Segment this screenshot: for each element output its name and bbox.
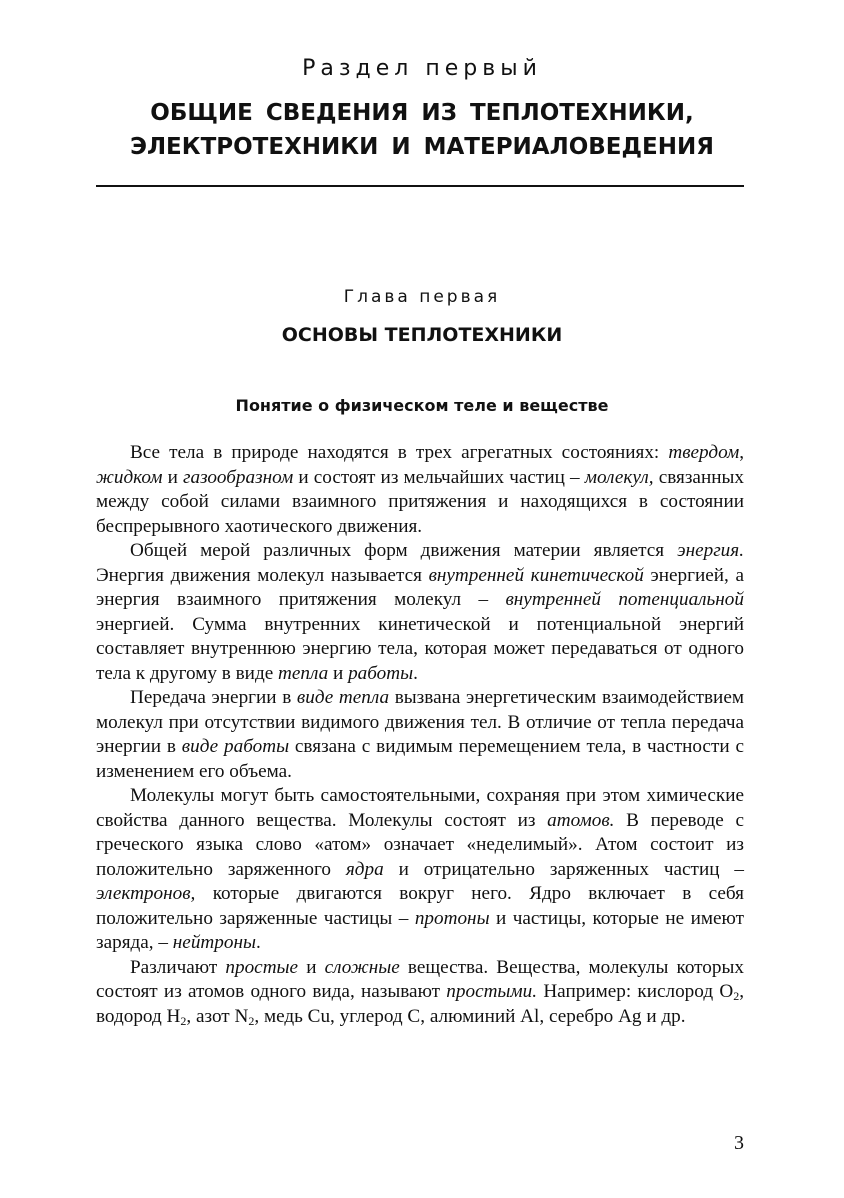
section-title xyxy=(0,96,844,164)
page-number: 3 xyxy=(734,1132,744,1154)
chapter-label: Глава первая xyxy=(343,287,501,307)
subsection-title: Понятие о физическом теле и веществе xyxy=(235,396,609,415)
section-title-line-2: ЭЛЕКТРОТЕХНИКИ И МАТЕРИАЛОВЕДЕНИЯ xyxy=(130,134,714,160)
section-label: Раздел первый xyxy=(302,56,542,81)
paragraph-4: Молекулы могут быть самостоятельными, сохраняя при этом химические свойства данного вещества. Молекулы состоят из атомов. В переводе с греческого языка слово «атом» означает «неделимый». Атом состоит из положительно заряженного ядра и отрицательно заряженных частиц – электронов, которые двигаются вокруг него. Ядро включает в себя положительно заряженные частицы – протоны и частицы, которые не имеют заряда, – нейтроны. xyxy=(96,785,744,953)
body-text xyxy=(96,441,744,1029)
section-title-line-1: ОБЩИЕ СВЕДЕНИЯ ИЗ ТЕПЛОТЕХНИКИ, xyxy=(150,100,694,126)
paragraph-3: Передача энергии в виде тепла вызвана энергетическим взаимодействием молекул при отсутствии видимого движения тел. В отличие от тепла передача энергии в виде работы связана с видимым перемещением тела, в частности с изменением его объема. xyxy=(96,687,744,782)
section-divider xyxy=(96,185,744,187)
paragraph-5: Различают простые и сложные вещества. Вещества, молекулы которых состоят из атомов одного вида, называют простыми. Например: кислород $O_2$, водород $H_2$, азот $N_2$, медь Cu, углерод C, алюминий Al, серебро Ag и др. xyxy=(96,956,744,1028)
paragraph-1: Все тела в природе находятся в трех агрегатных состояниях: твердом, жидком и газообразном и состоят из мельчайших частиц – молекул, связанных между собой силами взаимного притяжения и находящихся в состоянии беспрерывного хаотического движения. xyxy=(96,442,744,537)
paragraph-2: Общей мерой различных форм движения материи является энергия. Энергия движения молекул называется внутренней кинетической энергией, а энергия взаимного притяжения молекул – внутренней потенциальной энергией. Сумма внутренних кинетической и потенциальной энергий составляет внутреннюю энергию тела, которая может передаваться от одного тела к другому в виде тепла и работы. xyxy=(96,540,744,684)
chapter-title: ОСНОВЫ ТЕПЛОТЕХНИКИ xyxy=(281,324,563,346)
